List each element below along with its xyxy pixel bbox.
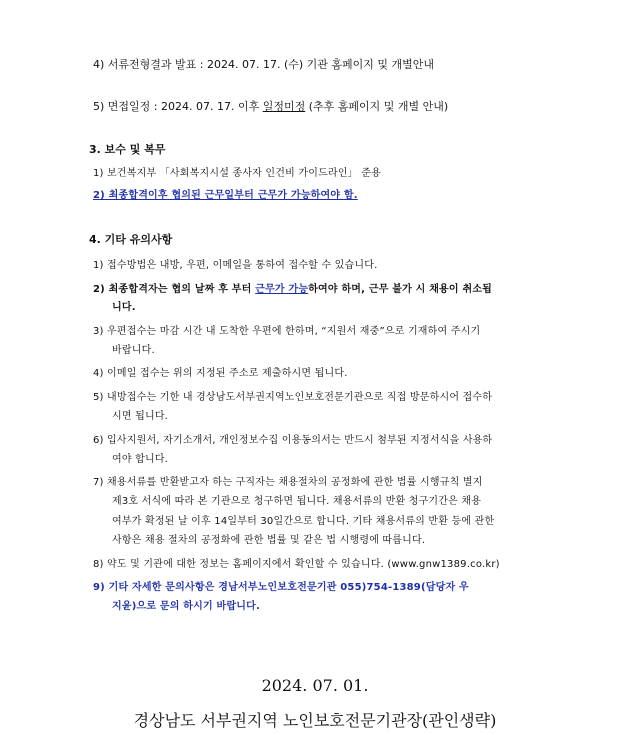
notice-item-3: 3) 우편접수는 마감 시간 내 도착한 우편에 한하며, “지원서 재중”으로 기재하여 주시기 [93,326,481,337]
notice-item-9: 9) 기타 자세한 문의사항은 경남서부노인보호전문기관 055)754-1389(담당자 우 [93,582,469,593]
notice-item-5: 5) 내방접수는 기한 내 경상남도서부권지역노인보호전문기관으로 직접 방문하시어 접수하 [93,392,493,403]
notice-item-8: 8) 약도 및 기관에 대한 정보는 홈페이지에서 확인할 수 있습니다. (www.gnw1389.co.kr) [93,559,500,570]
section-3-item-2: 2) 최종합격이후 협의된 근무일부터 근무가 가능하여야 함. [93,190,358,201]
notice-item-2-text: 2) 최종합격자는 협의 날짜 후 부터 [93,284,256,295]
notice-item-9-cont: 지윤)으로 문의 하시기 바랍니다. [112,601,260,612]
section-3-item-1: 1) 보건복지부 「사회복지시설 종사자 인건비 가이드라인」 준용 [93,168,381,179]
notice-item-5-cont: 시면 됩니다. [112,411,169,422]
section-3-title: 3. 보수 및 복무 [89,143,166,156]
notice-item-7-cont-2: 여부가 확정된 날 이후 14일부터 30일간으로 합니다. 기타 채용서류의 반환 등에 관한 [112,516,495,527]
schedule-item-4: 4) 서류전형결과 발표 : 2024. 07. 17. (수) 기관 홈페이지 및 개별안내 [93,58,435,71]
notice-item-4: 4) 이메일 접수는 위의 지정된 주소로 제출하시면 됩니다. [93,368,348,379]
schedule-item-5 [93,98,448,114]
notice-item-2-cont: 니다. [112,302,136,313]
notice-item-6-cont: 여야 합니다. [112,454,169,465]
section-4-title: 4. 기타 유의사항 [89,233,173,246]
notice-item-2 [93,280,492,295]
notice-item-3-cont: 바랍니다. [112,345,155,356]
schedule-item-5-underlined: 일정미정 [262,100,306,113]
schedule-item-5-note: (추후 홈페이지 및 개별 안내) [305,100,449,113]
notice-item-2-rest: 하여야 하며, 근무 불가 시 채용이 취소됩 [308,284,493,295]
notice-item-1: 1) 접수방법은 내방, 우편, 이메일을 통하여 접수할 수 있습니다. [93,260,378,271]
announcement-date: 2024. 07. 01. [261,676,369,695]
notice-item-2-underlined: 근무가 가능 [255,284,309,295]
notice-item-6: 6) 입사지원서, 자기소개서, 개인정보수집 이용동의서는 반드시 첨부된 지정서식을 사용하 [93,435,493,446]
issuing-organization: 경상남도 서부권지역 노인보호전문기관장(관인생략) [133,711,497,730]
notice-item-7-cont-1: 제3호 서식에 따라 본 기관으로 청구하면 됩니다. 채용서류의 반환 청구기간은 채용 [112,496,482,507]
notice-item-7-cont-3: 사항은 채용 절차의 공정화에 관한 법률 및 같은 법 시행령에 따릅니다. [112,535,426,546]
schedule-item-5-text: 5) 면접일정 : 2024. 07. 17. 이후 [93,100,263,113]
notice-item-7: 7) 채용서류를 반환받고자 하는 구직자는 채용절차의 공정화에 관한 법률 시행규칙 별지 [93,477,483,488]
